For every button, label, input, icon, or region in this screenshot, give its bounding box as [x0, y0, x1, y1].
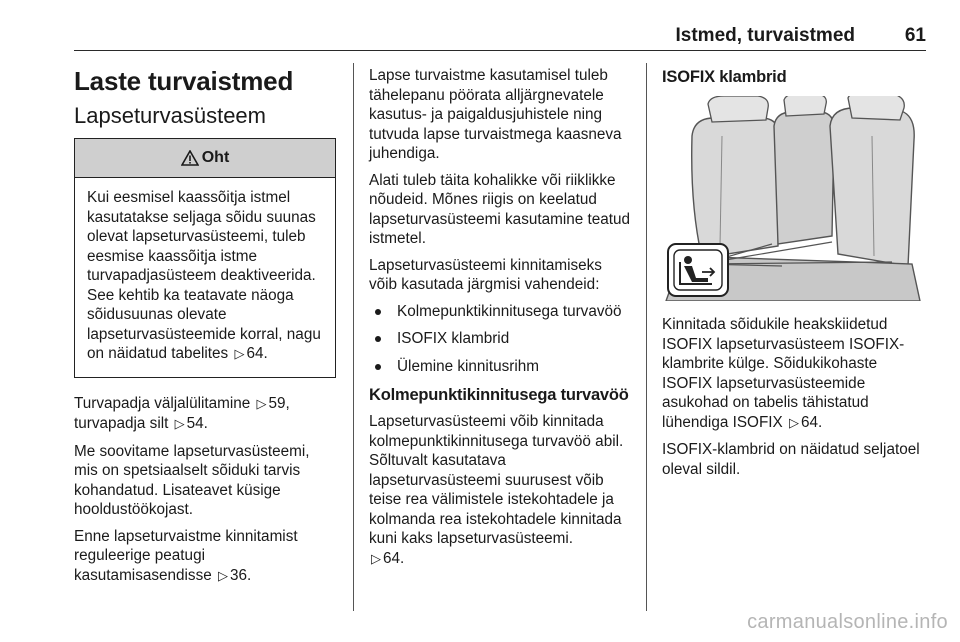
warning-box [74, 138, 336, 378]
page-ref-arrow-icon: ▷ [256, 396, 267, 412]
warning-text [87, 188, 327, 365]
three-point-belt-heading: Kolmepunktikinnitusega turvavöö [369, 386, 629, 404]
isofix-ref[interactable]: 64. [801, 413, 823, 431]
airbag-label-ref[interactable]: 54. [186, 415, 208, 432]
column-1 [74, 66, 336, 593]
usage-instructions-paragraph: Lapse turvaistme kasutamisel tuleb tähelepanu pöörata alljärgnevatele kasutus- ja paigaldusjuhistele ning tutvuda lapse turvaistmega kaasneva juhendiga. [369, 67, 622, 162]
isofix-text: Kinnitada sõidukile heakskiidetud ISOFIX lapseturvasüsteem ISOFIX-klambrite külge. Sõidukikohaste ISOFIX lapseturvasüsteemide asukohad on tabelis tähistatud lühendiga ISOFIX [662, 316, 905, 431]
page-ref-arrow-icon: ▷ [371, 551, 381, 567]
three-point-belt-text: Lapseturvasüsteemi võib kinnitada kolmepunktikinnitusega turvavöö abil. Sõltuvalt kasutatava lapseturvasüsteemi suurusest võib teise rea välimistele istekohtadele ja kolmanda rea istekohtadele kinnitada kuni kaks lapseturvasüsteemi. [369, 413, 624, 547]
headrest-ref[interactable]: 36. [230, 566, 252, 584]
section-subtitle: Lapseturvasüsteem [74, 103, 266, 128]
column-divider-1 [353, 63, 354, 611]
header-rule [74, 50, 926, 51]
section-title: Istmed, turvaistmed [675, 25, 855, 46]
isofix-heading: ISOFIX klambrid [662, 68, 787, 86]
warning-text-body: Kui eesmisel kaassõitja istmel kasutatakse seljaga sõidu suunas olevat lapseturvasüsteemi, tuleb eesmise kaassõitja istme turvapadjasüsteem deaktiveerida. See kehtib ka teatavate näoga sõidusuunas olevate lapseturvasüsteemide korral, nagu on näidatud tabelites [87, 189, 321, 362]
isofix-label-paragraph: ISOFIX-klambrid on näidatud seljatoel oleval sildil. [662, 441, 920, 478]
airbag-deactivation-text: Turvapadja väljalülitamine [74, 394, 251, 412]
page-ref-arrow-icon: ▷ [174, 417, 185, 432]
chapter-title: Laste turvaistmed [74, 66, 294, 96]
list-item: Ülemine kinnitusrihm [369, 357, 634, 377]
warning-label: Oht [201, 149, 230, 166]
column-3 [662, 66, 928, 486]
page-ref-arrow-icon: ▷ [789, 415, 799, 431]
warning-ref[interactable]: 64. [246, 345, 268, 362]
headrest-paragraph [74, 527, 336, 587]
regulations-paragraph: Alati tuleb täita kohalikke või riiklikke nõudeid. Mõnes riigis on keelatud lapseturvasüsteemi kasutamine teatud istmetel. [369, 171, 631, 247]
page-ref-arrow-icon: ▷ [218, 568, 228, 584]
headrest-text: Enne lapseturvaistme kinnitamist reguleerige peatugi kasutamisasendisse [74, 527, 298, 584]
list-item: ISOFIX klambrid [369, 329, 634, 349]
airbag-label-text: turvapadja silt [74, 415, 169, 432]
list-item: Kolmepunktikinnitusega turvavöö [369, 302, 634, 322]
watermark: carmanualsonline.info [747, 611, 948, 633]
warning-header [75, 139, 335, 178]
three-point-belt-paragraph [369, 412, 634, 569]
isofix-paragraph [662, 315, 928, 433]
column-2 [369, 66, 634, 576]
column-divider-2 [646, 63, 647, 611]
page-number: 61 [904, 25, 926, 46]
fastening-intro-paragraph: Lapseturvasüsteemi kinnitamiseks võib kasutada järgmisi vahendeid: [369, 256, 602, 293]
airbag-refs [74, 394, 336, 435]
page-ref-arrow-icon: ▷ [234, 347, 245, 362]
warning-triangle-icon [181, 150, 199, 166]
airbag-deactivation-ref[interactable]: 59, [268, 394, 290, 412]
warning-body [75, 178, 335, 377]
recommendation-paragraph: Me soovitame lapseturvasüsteemi, mis on spetsiaalselt sõiduki tarvis kohandatud. Lisateavet küsige hooldustöökojast. [74, 442, 310, 518]
three-point-belt-ref[interactable]: 64. [383, 549, 405, 567]
fastening-methods-list [369, 302, 634, 377]
isofix-seat-illustration [662, 96, 924, 301]
